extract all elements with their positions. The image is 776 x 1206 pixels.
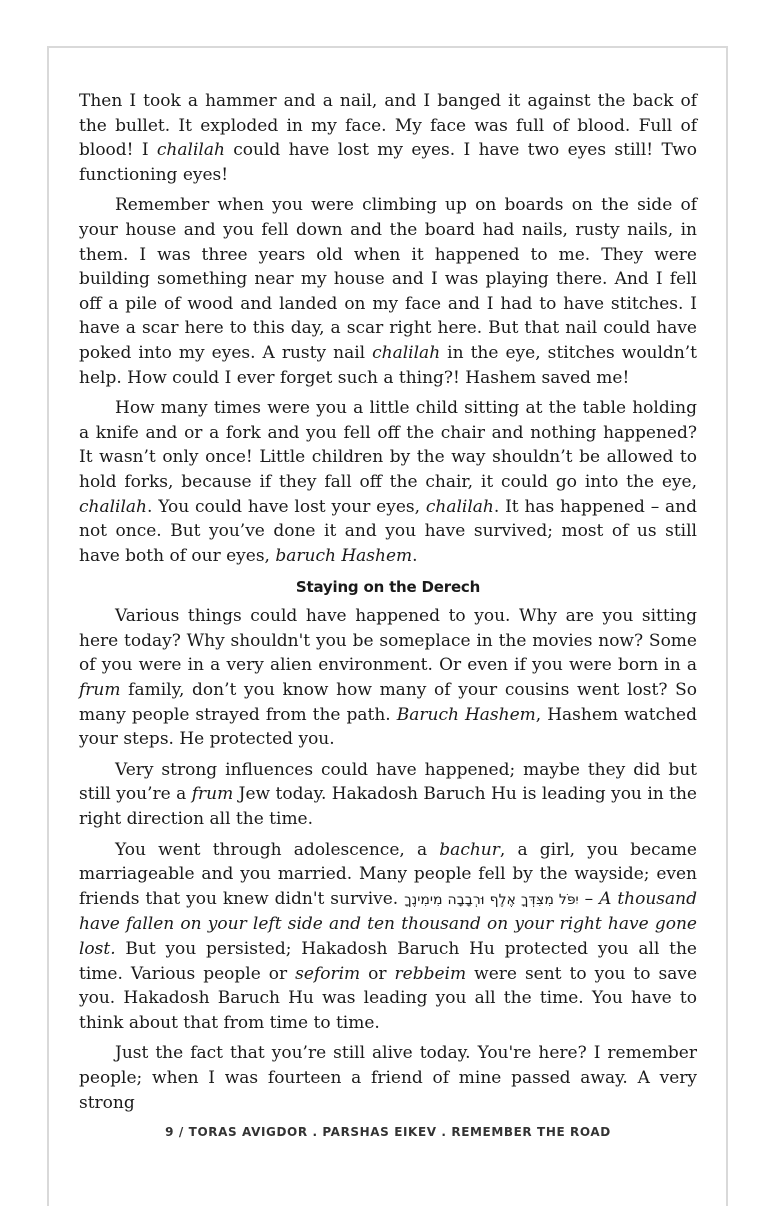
section-heading: Staying on the Derech: [295, 578, 481, 597]
text-segment: Just the fact that you’re still alive today. You're here? I remember people; when I was fourteen a friend of mine passed away. A very strong: [79, 1043, 697, 1113]
text-segment: or: [360, 963, 395, 984]
italic-term: chalilah: [156, 140, 225, 161]
paragraphs-after-heading: [79, 604, 697, 1115]
italic-term: frum: [191, 784, 234, 805]
paragraph: [79, 838, 697, 1036]
paragraph: [79, 193, 697, 390]
text-segment: Various things could have happened to you. Why are you sitting here today? Why shouldn't you be someplace in the movies now? Some of you were in a very alien environment. Or even if you were born in a: [79, 606, 697, 676]
paragraph: [79, 396, 697, 568]
text-segment: .: [412, 545, 418, 566]
text-segment: Remember when you were climbing up on boards on the side of your house and you fell down and the board had nails, rusty nails, in them. I was three years old when it happened to me. They were building something near my house and I was playing there. And I fell off a pile of wood and landed on my face and I had to have stitches. I have a scar here to this day, a scar right here. But that nail could have poked into my eyes. A rusty nail: [79, 195, 697, 363]
italic-term: chalilah: [425, 496, 494, 517]
text-segment: How many times were you a little child sitting at the table holding a knife and or a fork and you fell off the chair and nothing happened? It wasn’t only once! Little children by the way shouldn’t be allowed to hold forks, because if they fall off the chair, it could go into the eye,: [79, 398, 697, 492]
paragraph: [79, 604, 697, 752]
italic-term: baruch Hashem: [275, 545, 413, 566]
text-segment: . It has happened – and not once. But you’ve done it and you have survived; most of us still have both of our eyes,: [79, 496, 697, 566]
italic-term: frum: [79, 680, 121, 701]
italic-term: bachur: [439, 839, 500, 860]
paragraph: [79, 758, 697, 832]
italic-term: chalilah: [372, 342, 441, 363]
text-segment: You went through adolescence, a: [115, 839, 440, 860]
text-segment: in the eye, stitches wouldn’t help. How could I ever forget such a thing?! Hashem saved me!: [79, 342, 698, 388]
italic-term: rebbeim: [394, 963, 467, 984]
text-segment: , Hashem watched your steps. He protected you.: [79, 704, 697, 750]
text-segment: Very strong influences could have happened; maybe they did but still you’re a: [79, 759, 697, 805]
paragraph: [79, 1041, 697, 1115]
paragraphs-before-heading: [79, 89, 697, 568]
page-footer: 9 / TORAS AVIGDOR . PARSHAS EIKEV . REMEMBER THE ROAD: [165, 1125, 611, 1139]
page-content: [79, 89, 697, 1121]
text-segment: , a girl, you became marriageable and you married. Many people fell by the wayside; even friends that you knew didn't survive.: [79, 839, 697, 909]
hebrew-verse: יִפֹּל מִצִּדְּךָ אֶלֶף וּרְבָבָה מִימִינֶךָ: [404, 891, 579, 908]
text-segment: Jew today. Hakadosh Baruch Hu is leading you in the right direction all the time.: [79, 784, 697, 830]
italic-term: A thousand have fallen on your left side and ten thousand on your right have gone lost.: [79, 888, 697, 959]
text-segment: Then I took a hammer and a nail, and I banged it against the back of the bullet. It exploded in my face. My face was full of blood. Full of blood! I: [79, 91, 697, 161]
italic-term: Baruch Hashem: [396, 704, 536, 725]
text-segment: . You could have lost your eyes,: [147, 496, 426, 517]
text-segment: were sent to you to save you. Hakadosh Baruch Hu was leading you all the time. You have to think about that from time to time.: [79, 963, 698, 1033]
text-segment: –: [578, 888, 600, 909]
italic-term: chalilah: [79, 496, 147, 517]
text-segment: But you persisted; Hakadosh Baruch Hu protected you all the time. Various people or: [79, 939, 697, 984]
text-segment: family, don’t you know how many of your cousins went lost? So many people strayed from the path.: [79, 680, 697, 725]
paragraph: [79, 89, 697, 187]
text-segment: could have lost my eyes. I have two eyes still! Two functioning eyes!: [79, 140, 697, 185]
italic-term: seforim: [295, 963, 361, 984]
